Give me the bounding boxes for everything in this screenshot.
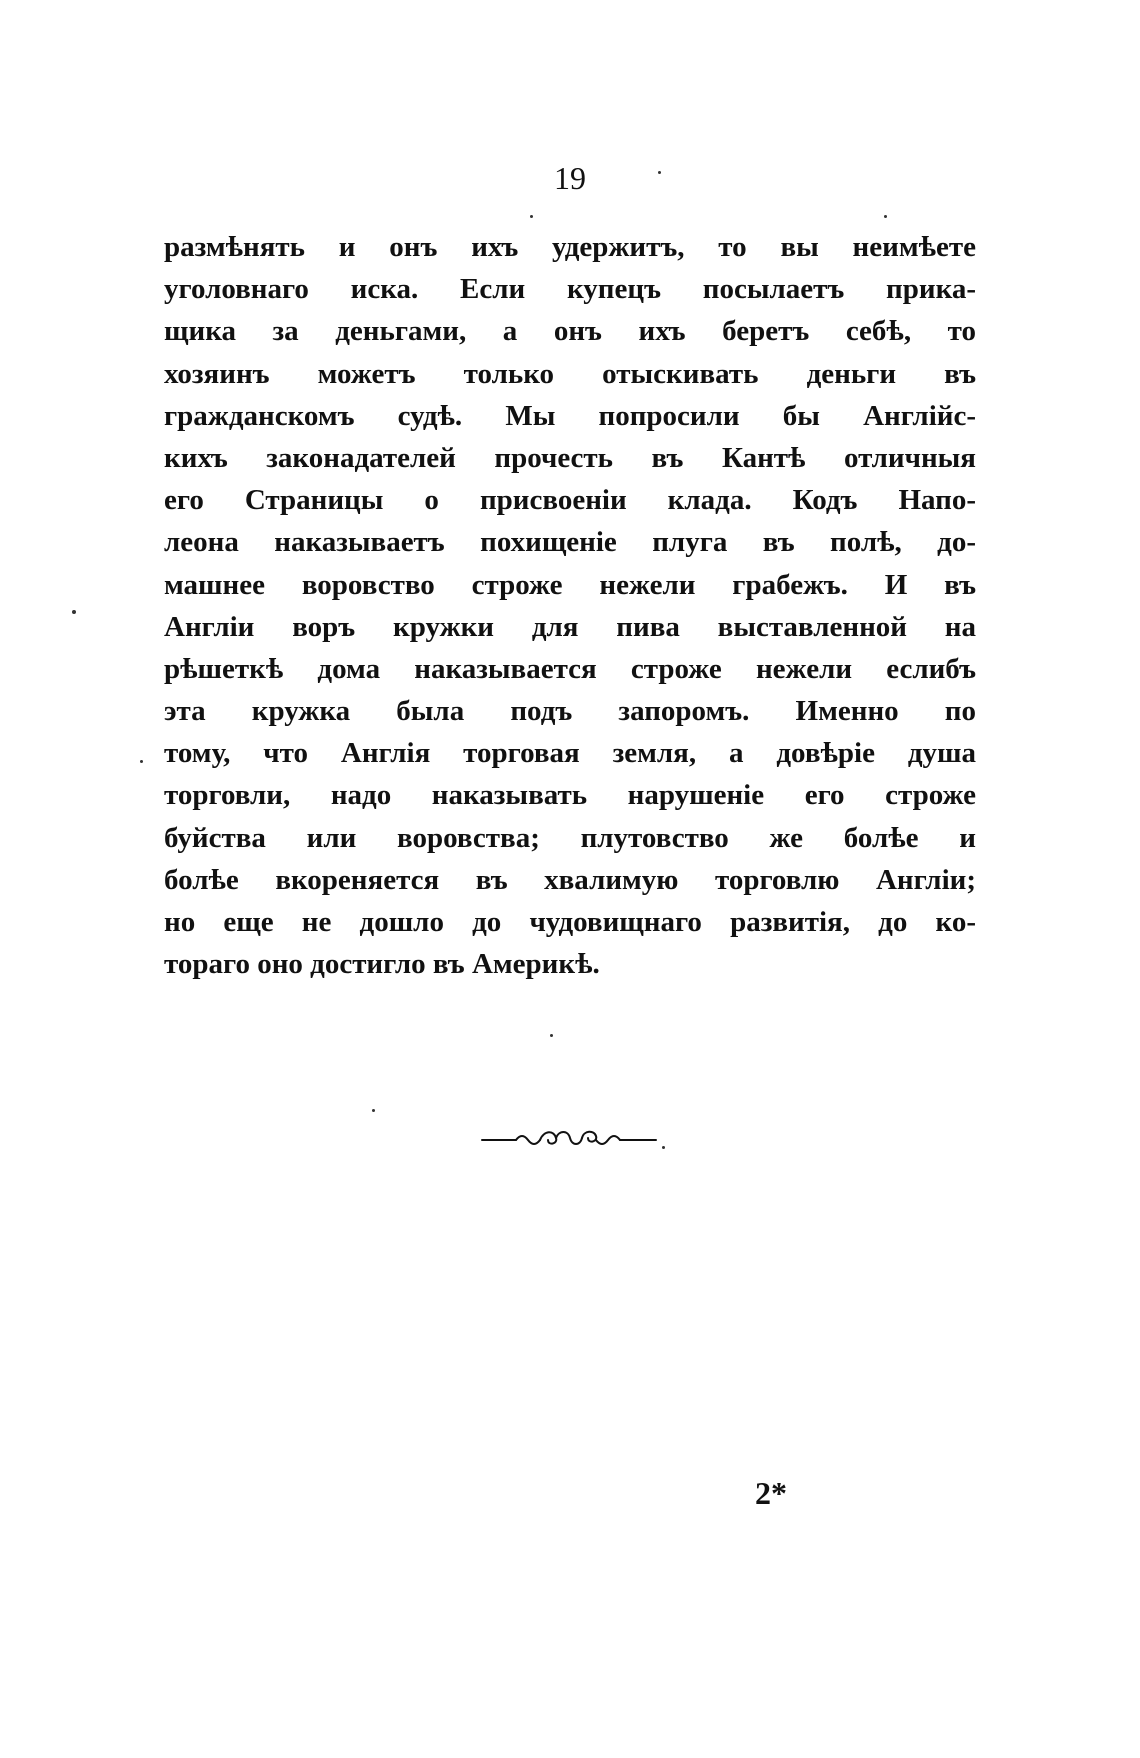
text-line: его Страницы о присвоеніи клада. Кодъ Напо- — [164, 484, 976, 517]
text-line: гражданскомъ судѣ. Мы попросили бы Англійс- — [164, 399, 976, 432]
print-speck — [72, 610, 76, 614]
text-line: Англіи воръ кружки для пива выставленной на — [164, 610, 976, 643]
print-speck — [662, 1146, 665, 1149]
text-line: болѣе вкореняется въ хвалимую торговлю Англіи; — [164, 863, 976, 896]
text-line: буйства или воровства; плутовство же болѣе и — [164, 821, 976, 854]
text-line: торговли, надо наказывать нарушеніе его строже — [164, 779, 976, 812]
print-speck — [530, 215, 533, 218]
text-line: уголовнаго иска. Если купецъ посылаетъ прика- — [164, 273, 976, 306]
print-speck — [550, 1034, 553, 1037]
print-speck — [658, 171, 661, 174]
text-line: машнее воровство строже нежели грабежъ. И въ — [164, 568, 976, 601]
body-text — [164, 226, 976, 985]
signature-mark: 2* — [755, 1475, 787, 1511]
text-line: но еще не дошло до чудовищнаго развитія, до ко- — [164, 906, 976, 938]
text-line: леона наказываетъ похищеніе плуга въ полѣ, до- — [164, 526, 976, 559]
print-speck — [140, 760, 143, 763]
text-line: тораго оно достигло въ Америкѣ. — [164, 948, 600, 981]
text-line: размѣнять и онъ ихъ удержитъ, то вы неимѣете — [164, 231, 976, 263]
page-number: 19 — [554, 160, 586, 196]
text-line: рѣшеткѣ дома наказывается строже нежели еслибъ — [164, 652, 976, 685]
text-line: эта кружка была подъ запоромъ. Именно по — [164, 695, 976, 728]
print-speck — [884, 215, 887, 218]
text-line: кихъ законадателей прочесть въ Кантѣ отличныя — [164, 441, 976, 474]
text-line: хозяинъ можетъ только отыскивать деньги въ — [164, 357, 976, 390]
text-line: тому, что Англія торговая земля, а довѣріе душа — [164, 737, 976, 770]
print-speck — [372, 1109, 375, 1112]
decorative-tailpiece-icon — [480, 1126, 660, 1150]
text-line: щика за деньгами, а онъ ихъ беретъ себѣ, то — [164, 315, 976, 348]
